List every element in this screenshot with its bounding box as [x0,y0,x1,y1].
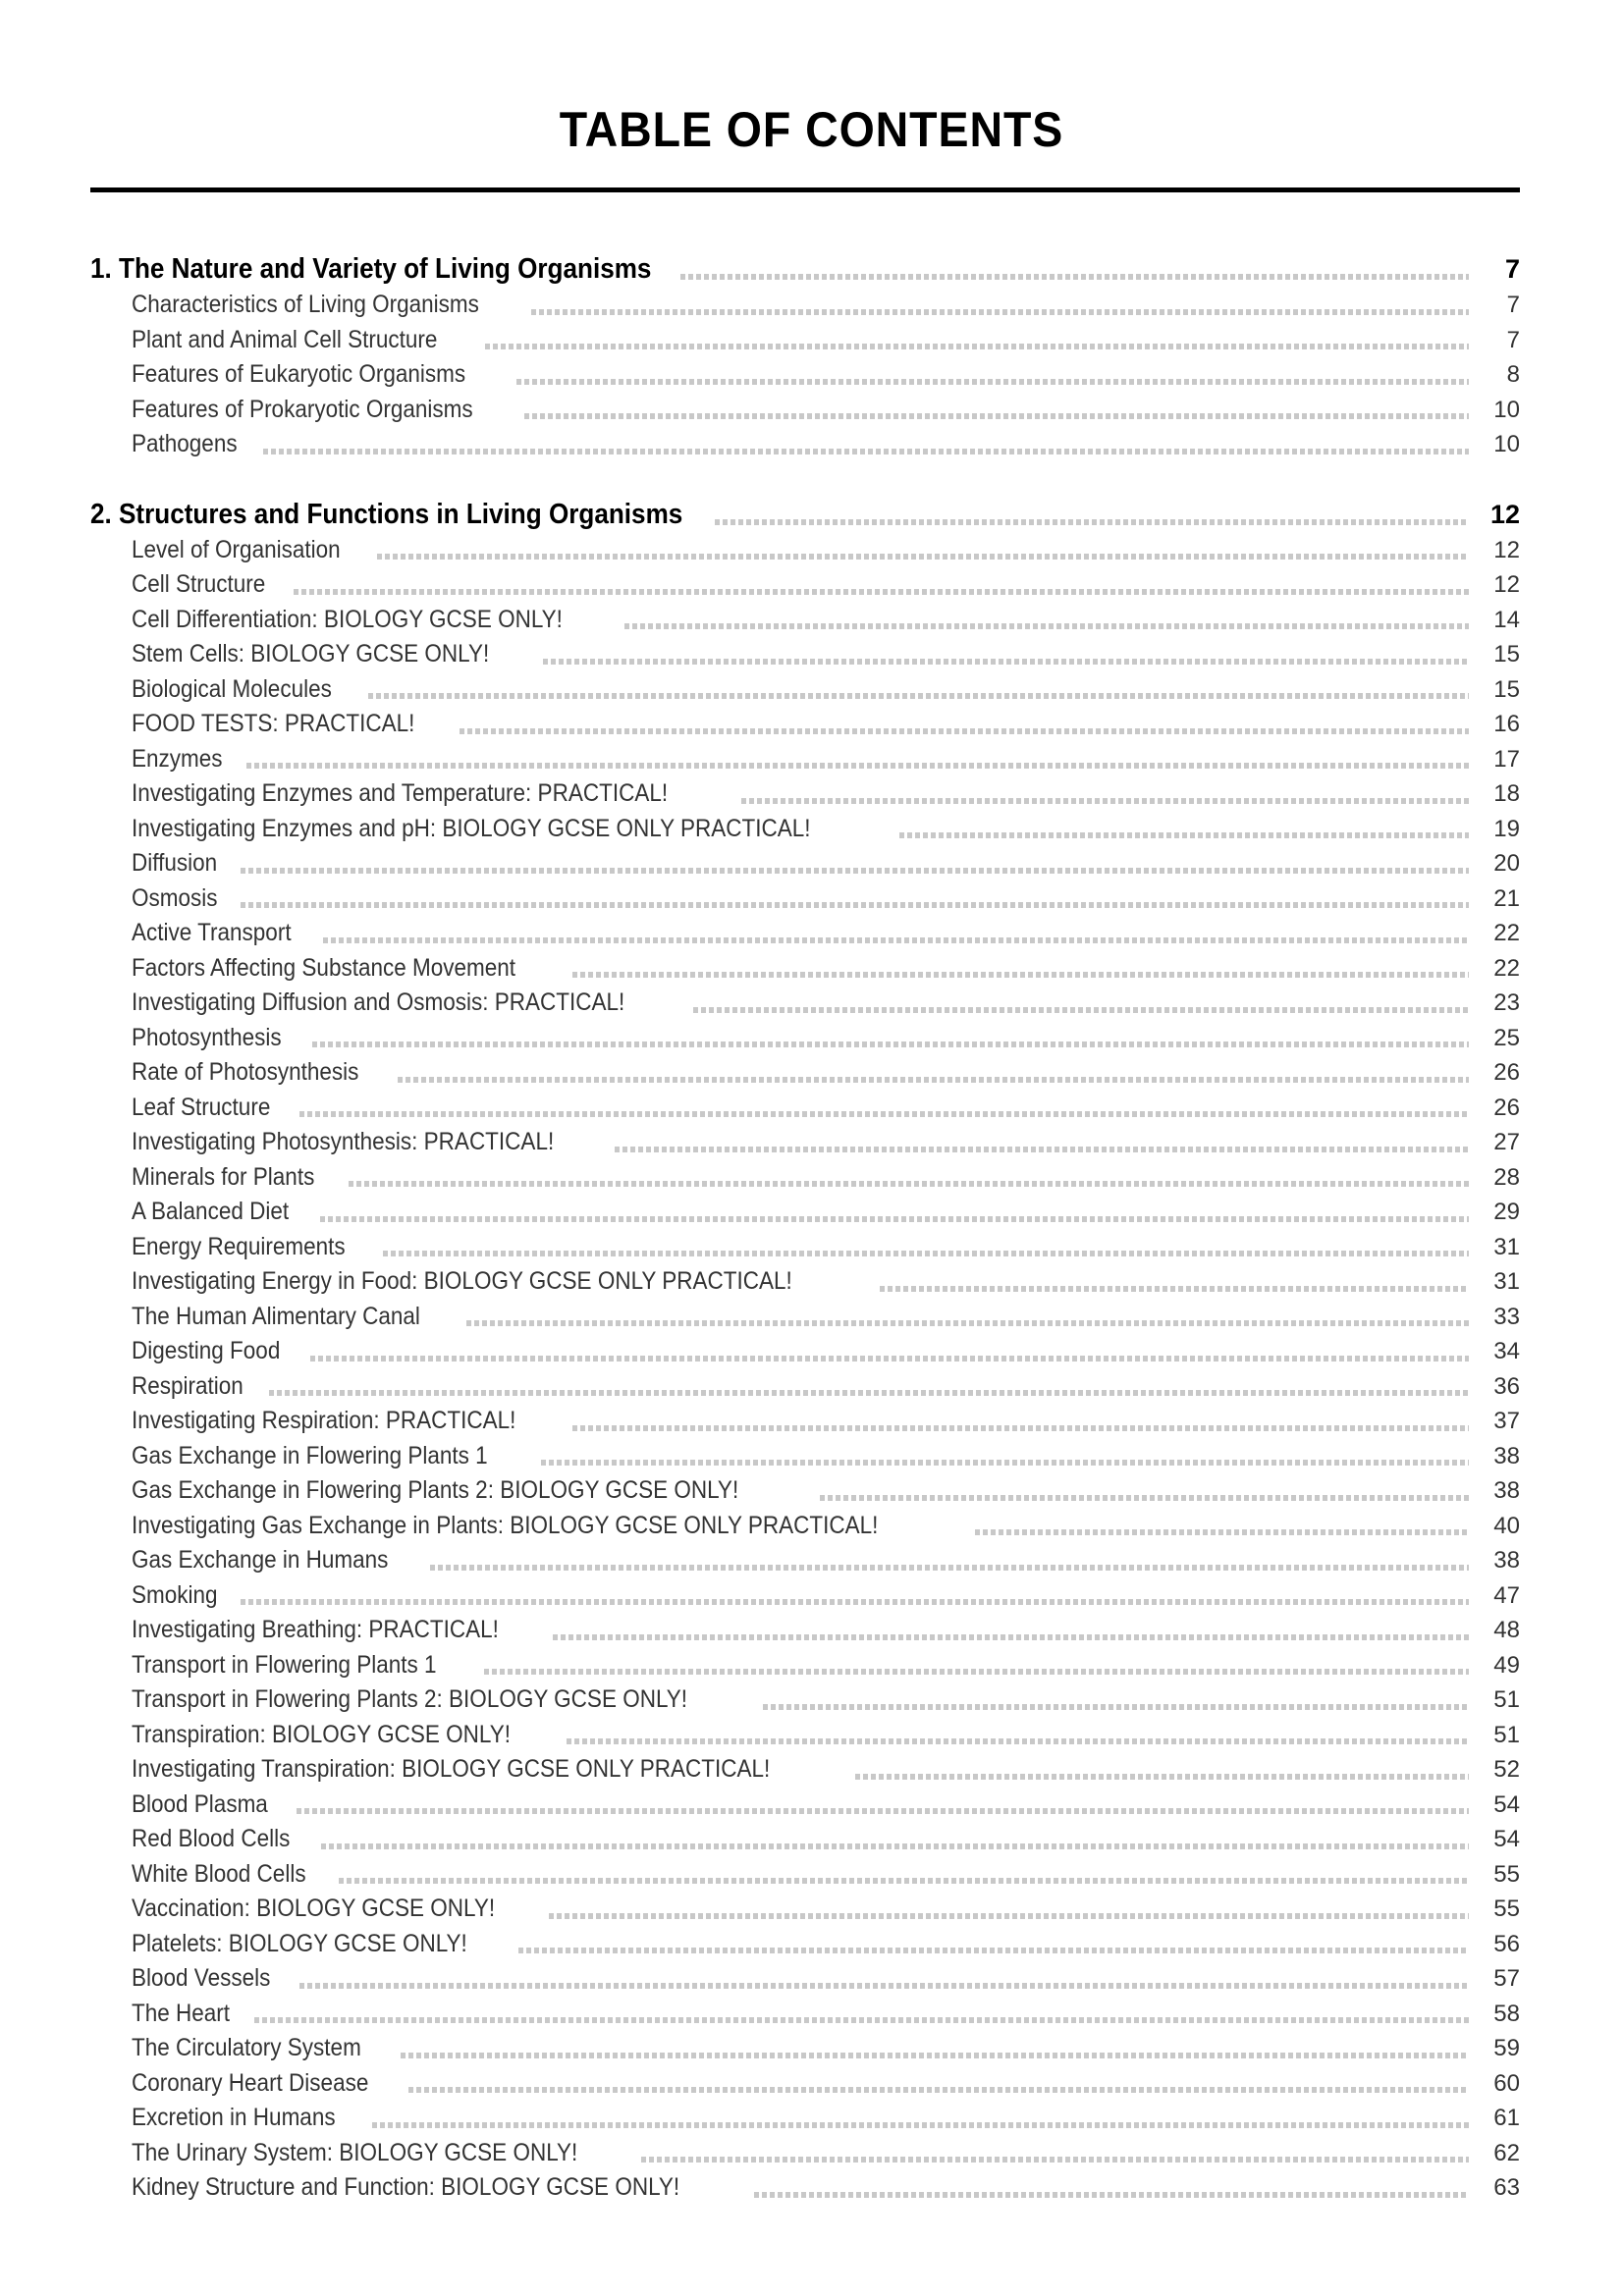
entry-title: Stem Cells: BIOLOGY GCSE ONLY! [132,640,490,667]
entry-page-number: 61 [1493,2105,1520,2131]
entry-page-number: 12 [1493,571,1520,598]
toc-entry[interactable] [90,1024,1520,1059]
chapter-heading[interactable] [90,253,1520,291]
toc-entry[interactable] [90,779,1520,815]
toc-entry[interactable] [90,1128,1520,1163]
dot-leader [541,1460,1469,1466]
entry-page-number: 22 [1493,920,1520,946]
dot-leader [430,1565,1469,1571]
entry-page-number: 22 [1493,954,1520,982]
entry-page-number: 10 [1493,396,1520,423]
entry-title: Factors Affecting Substance Movement [132,953,516,982]
entry-page-number: 7 [1506,326,1520,353]
entry-title: Diffusion [132,849,218,877]
entry-page-number: 28 [1493,1163,1520,1191]
entry-title: Features of Eukaryotic Organisms [132,360,466,388]
entry-title: Investigating Enzymes and pH: BIOLOGY GCSE ONLY PRACTICAL! [132,814,811,842]
dot-leader [312,1041,1469,1047]
entry-page-number: 34 [1493,1338,1520,1364]
dot-leader [383,1251,1469,1256]
entry-title: Investigating Breathing: PRACTICAL! [132,1616,499,1643]
entry-title: Digesting Food [132,1337,281,1364]
dot-leader [339,1878,1469,1884]
entry-title: Cell Differentiation: BIOLOGY GCSE ONLY! [132,605,563,633]
toc-entry[interactable] [90,1616,1520,1651]
dot-leader [485,344,1469,349]
toc-entry[interactable] [90,1546,1520,1581]
dot-leader [299,1983,1469,1989]
entry-title: Pathogens [132,430,238,457]
entry-page-number: 15 [1493,675,1520,703]
entry-page-number: 12 [1493,536,1520,563]
dot-leader [572,1425,1469,1431]
toc-entry[interactable] [90,675,1520,711]
entry-page-number: 55 [1493,1860,1520,1888]
entry-title: Rate of Photosynthesis [132,1058,359,1086]
entry-page-number: 60 [1493,2069,1520,2097]
toc-entry[interactable] [90,1163,1520,1199]
toc-entry[interactable] [90,815,1520,850]
entry-title: The Circulatory System [132,2034,361,2061]
entry-page-number: 56 [1493,1930,1520,1957]
dot-leader [615,1147,1469,1152]
dot-leader [398,1077,1469,1083]
dot-leader [763,1704,1469,1710]
dot-leader [377,554,1469,560]
entry-title: Photosynthesis [132,1023,282,1051]
entry-page-number: 38 [1493,1547,1520,1574]
entry-page-number: 36 [1493,1372,1520,1400]
entry-title: Coronary Heart Disease [132,2068,369,2097]
toc-entry[interactable] [90,1512,1520,1547]
entry-page-number: 48 [1493,1617,1520,1643]
entry-title: Blood Plasma [132,1789,268,1818]
dot-leader [624,623,1469,629]
dot-leader [372,2122,1469,2128]
toc-entry[interactable] [90,988,1520,1024]
entry-title: Biological Molecules [132,674,332,703]
entry-page-number: 31 [1493,1233,1520,1260]
dot-leader [484,1669,1469,1675]
entry-page-number: 38 [1493,1477,1520,1504]
entry-title: Investigating Diffusion and Osmosis: PRACTICAL! [132,988,625,1016]
dot-leader [269,1390,1469,1396]
toc-entry[interactable] [90,570,1520,606]
toc-entry[interactable] [90,1303,1520,1338]
toc-entry[interactable] [90,710,1520,745]
entry-page-number: 29 [1493,1199,1520,1225]
toc-entry[interactable] [90,291,1520,326]
entry-page-number: 27 [1493,1129,1520,1155]
toc-entry[interactable] [90,326,1520,361]
entry-page-number: 25 [1493,1024,1520,1051]
dot-leader [899,832,1469,838]
dot-leader [553,1634,1469,1640]
dot-leader [466,1320,1469,1326]
toc-entry[interactable] [90,2069,1520,2105]
dot-leader [975,1529,1469,1535]
dot-leader [323,937,1469,943]
entry-page-number: 8 [1506,361,1520,388]
dot-leader [741,798,1469,804]
entry-title: The Heart [132,1999,231,2027]
dot-leader [880,1286,1469,1292]
dot-leader [693,1007,1469,1013]
toc-entry[interactable] [90,1337,1520,1372]
entry-title: Plant and Animal Cell Structure [132,325,438,353]
entry-title: Transport in Flowering Plants 2: BIOLOGY GCSE ONLY! [132,1685,688,1713]
entry-title: Investigating Gas Exchange in Plants: BIOLOGY GCSE ONLY PRACTICAL! [132,1511,879,1539]
entry-page-number: 16 [1493,711,1520,737]
toc-entry[interactable] [90,1895,1520,1930]
dot-leader [460,728,1469,734]
chapter-heading[interactable] [90,499,1520,536]
entry-page-number: 49 [1493,1651,1520,1679]
entry-page-number: 19 [1493,815,1520,842]
entry-page-number: 58 [1493,2000,1520,2027]
entry-page-number: 40 [1493,1512,1520,1539]
toc-entry[interactable] [90,1372,1520,1408]
entry-title: FOOD TESTS: PRACTICAL! [132,710,415,737]
toc-entry[interactable] [90,1651,1520,1686]
entry-title: Investigating Respiration: PRACTICAL! [132,1407,516,1434]
dot-leader [254,2017,1469,2023]
toc-entry[interactable] [90,1755,1520,1790]
entry-page-number: 31 [1493,1268,1520,1295]
entry-page-number: 47 [1493,1581,1520,1609]
dot-leader [408,2087,1469,2093]
entry-page-number: 7 [1506,292,1520,318]
dot-leader [349,1181,1469,1187]
entry-page-number: 17 [1493,745,1520,773]
entry-page-number: 26 [1493,1094,1520,1121]
entry-page-number: 20 [1493,850,1520,877]
toc-entry[interactable] [90,2173,1520,2209]
dot-leader [320,1216,1469,1222]
entry-title: Enzymes [132,744,223,773]
toc-entry[interactable] [90,1685,1520,1721]
dot-leader [321,1843,1469,1849]
toc-entry[interactable] [90,396,1520,431]
chapter-spacer [90,465,1520,499]
toc-entry[interactable] [90,2104,1520,2139]
toc-entry[interactable] [90,606,1520,641]
entry-title: Platelets: BIOLOGY GCSE ONLY! [132,1929,467,1957]
toc-entry[interactable] [90,430,1520,465]
toc-entry[interactable] [90,1825,1520,1860]
title-divider [90,187,1520,192]
dot-leader [299,1111,1469,1117]
entry-page-number: 51 [1493,1686,1520,1713]
chapter-page-number: 7 [1504,254,1520,284]
entry-title: Characteristics of Living Organisms [132,291,479,318]
dot-leader [241,1599,1469,1605]
entry-page-number: 15 [1493,641,1520,667]
toc-entry[interactable] [90,1476,1520,1512]
toc-entry[interactable] [90,1407,1520,1442]
entry-page-number: 18 [1493,780,1520,807]
dot-leader [549,1913,1469,1919]
toc-entry[interactable] [90,536,1520,571]
entry-page-number: 54 [1493,1826,1520,1852]
dot-leader [294,589,1469,595]
chapter-page-number: 12 [1489,499,1520,529]
dot-leader [297,1808,1469,1814]
dot-leader [543,659,1469,665]
entry-title: Gas Exchange in Flowering Plants 2: BIOLOGY GCSE ONLY! [132,1476,739,1504]
dot-leader [263,449,1469,454]
toc-entry[interactable] [90,1930,1520,1965]
toc-entry[interactable] [90,640,1520,675]
entry-title: Red Blood Cells [132,1825,291,1852]
entry-page-number: 26 [1493,1059,1520,1086]
toc-entry[interactable] [90,1233,1520,1268]
entry-title: The Urinary System: BIOLOGY GCSE ONLY! [132,2138,578,2166]
entry-page-number: 62 [1493,2139,1520,2166]
entry-page-number: 37 [1493,1408,1520,1434]
toc-entry[interactable] [90,1094,1520,1129]
toc-entry[interactable] [90,2139,1520,2174]
entry-title: A Balanced Diet [132,1198,290,1225]
dot-leader [754,2192,1469,2198]
entry-page-number: 51 [1493,1721,1520,1748]
entry-title: Active Transport [132,919,292,946]
dot-leader [241,868,1469,874]
dot-leader [401,2053,1469,2058]
entry-title: Investigating Energy in Food: BIOLOGY GCSE ONLY PRACTICAL! [132,1267,792,1295]
entry-page-number: 21 [1493,884,1520,912]
toc-entry[interactable] [90,1267,1520,1303]
entry-title: Features of Prokaryotic Organisms [132,395,473,423]
toc-entry[interactable] [90,2034,1520,2069]
toc-entry[interactable] [90,1790,1520,1826]
entry-title: Gas Exchange in Flowering Plants 1 [132,1441,488,1469]
entry-title: Blood Vessels [132,1964,271,1992]
entry-title: Level of Organisation [132,535,341,563]
dot-leader [368,693,1469,699]
entry-page-number: 63 [1493,2174,1520,2201]
toc-entry[interactable] [90,849,1520,884]
entry-page-number: 10 [1493,431,1520,457]
entry-title: The Human Alimentary Canal [132,1302,420,1330]
toc-entry[interactable] [90,1721,1520,1756]
chapter-title: 1. The Nature and Variety of Living Organisms [90,253,652,285]
table-of-contents [90,253,1520,2209]
entry-title: Energy Requirements [132,1232,346,1260]
toc-entry[interactable] [90,360,1520,396]
entry-title: Respiration [132,1371,243,1400]
dot-leader [820,1495,1469,1501]
toc-entry[interactable] [90,954,1520,989]
toc-entry[interactable] [90,745,1520,780]
toc-entry[interactable] [90,1581,1520,1617]
dot-leader [516,379,1469,385]
entry-title: Investigating Enzymes and Temperature: PRACTICAL! [132,779,669,807]
chapter-title: 2. Structures and Functions in Living Organisms [90,498,683,530]
dot-leader [531,309,1469,315]
entry-page-number: 54 [1493,1790,1520,1818]
entry-page-number: 57 [1493,1965,1520,1992]
dot-leader [524,413,1469,419]
entry-page-number: 38 [1493,1442,1520,1469]
entry-title: Kidney Structure and Function: BIOLOGY GCSE ONLY! [132,2173,680,2201]
toc-entry[interactable] [90,1964,1520,2000]
entry-title: Excretion in Humans [132,2104,336,2131]
dot-leader [572,972,1470,978]
toc-entry[interactable] [90,2000,1520,2035]
dot-leader [246,763,1469,769]
dot-leader [567,1738,1469,1744]
toc-entry[interactable] [90,1198,1520,1233]
dot-leader [641,2157,1469,2163]
entry-title: Cell Structure [132,570,266,598]
dot-leader [241,902,1469,908]
dot-leader [855,1774,1469,1780]
dot-leader [715,519,1469,525]
dot-leader [680,274,1469,280]
toc-entry[interactable] [90,919,1520,954]
entry-page-number: 14 [1493,606,1520,633]
dot-leader [310,1356,1469,1362]
entry-title: Gas Exchange in Humans [132,1546,389,1574]
page-title: TABLE OF CONTENTS [559,102,1064,157]
toc-entry[interactable] [90,1442,1520,1477]
entry-page-number: 55 [1493,1896,1520,1922]
entry-title: Minerals for Plants [132,1162,315,1191]
entry-title: Smoking [132,1580,218,1609]
entry-page-number: 33 [1493,1303,1520,1330]
entry-page-number: 52 [1493,1756,1520,1783]
entry-title: Osmosis [132,883,218,912]
toc-entry[interactable] [90,1058,1520,1094]
entry-title: Transport in Flowering Plants 1 [132,1650,437,1679]
entry-title: White Blood Cells [132,1859,306,1888]
entry-page-number: 59 [1493,2035,1520,2061]
dot-leader [518,1948,1469,1953]
toc-entry[interactable] [90,1860,1520,1896]
entry-title: Leaf Structure [132,1093,271,1121]
entry-title: Transpiration: BIOLOGY GCSE ONLY! [132,1720,511,1748]
toc-entry[interactable] [90,884,1520,920]
entry-page-number: 23 [1493,989,1520,1016]
entry-title: Investigating Photosynthesis: PRACTICAL! [132,1128,555,1155]
entry-title: Vaccination: BIOLOGY GCSE ONLY! [132,1895,496,1922]
entry-title: Investigating Transpiration: BIOLOGY GCSE ONLY PRACTICAL! [132,1755,771,1783]
